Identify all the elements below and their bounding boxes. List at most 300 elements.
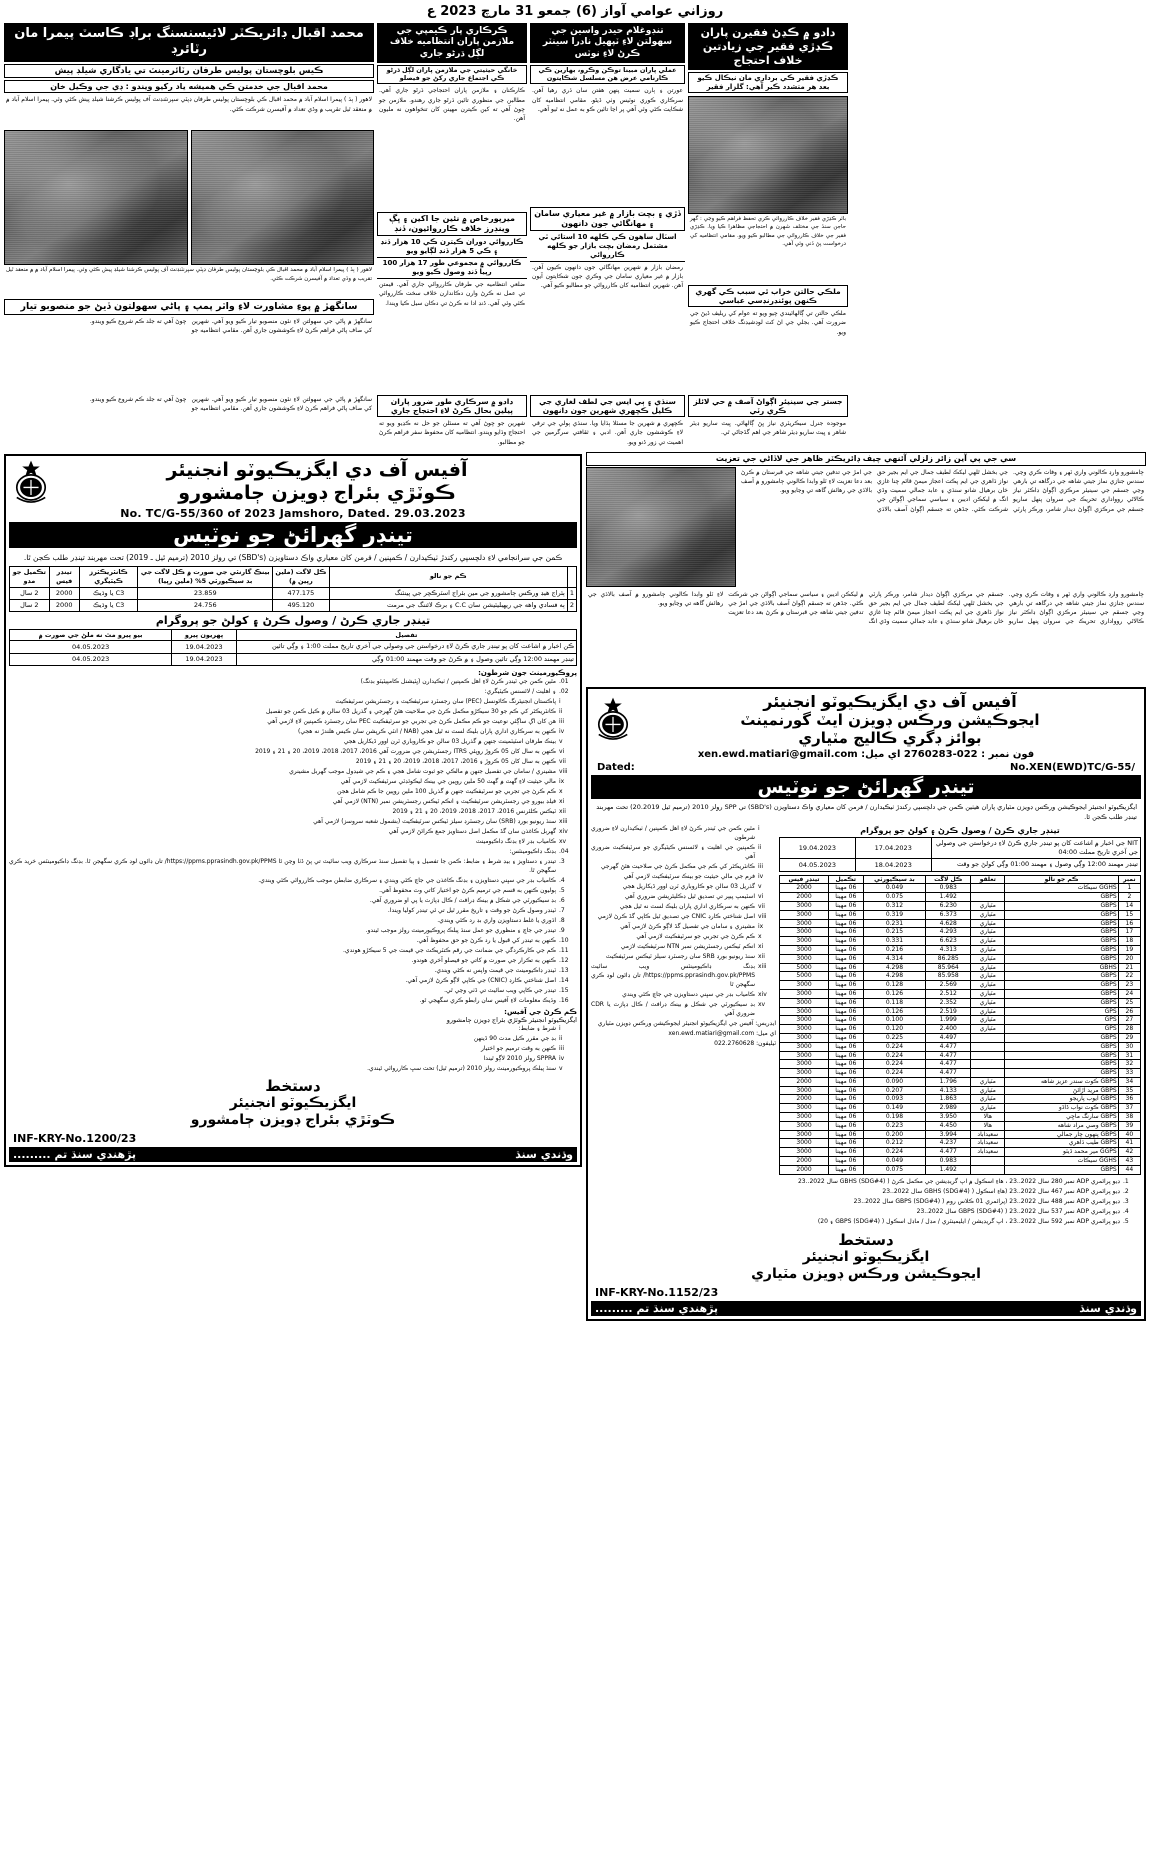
list-item-number: ii (758, 844, 762, 852)
table-header-cell: تڪميل (829, 875, 864, 884)
cell-sr: 31 (1118, 1051, 1140, 1060)
body-electricity: ملڪي حالتن تي ڳالهائيندي چيو ويو ته عوام کي ريليف ڏيڻ جي ضرورت آهي. بجلي جي اڻ کٽ لوڊشيڊنگ خلاف احتجاج ڪيو ويو. (690, 310, 846, 336)
subhead-business-jobs: خانگي حيثيتي جي ملازمن پاران لڳل ڌرڻو ڪي اجتماع جاري رکڻ جو فيصلو (377, 65, 527, 85)
subhead-ramzan: اسٽال ساهون ڪي ڪلهه 10 استائي ٿي مشتمل رمضان بچت بازار جو ڪلهه ڪارروائي (530, 232, 685, 262)
cell-name: GBPS (1005, 945, 1118, 954)
list-item-text: شرط ۽ ضابط: (518, 1024, 556, 1032)
cell-fee: 3000 (780, 1121, 829, 1130)
cell-tehsil: مٽياري (971, 928, 1005, 937)
phone-label: فون نمبر : (981, 748, 1035, 760)
cell-security: 0.207 (863, 1086, 926, 1095)
list-item-text: ٽينڊر وصول ڪرڻ جو وقت ۽ تاريخ مقرر ٿيل تي ئي تينڊر کوليا ويندا. (387, 906, 556, 914)
cell-name: GBPS (1005, 937, 1118, 946)
phone-number: 022-2760283 (903, 748, 978, 760)
list-item (9, 886, 577, 895)
list-item-text: ٻوليون ڪنهن به قسم جي ترميم ڪرڻ جو اختيار کاتي وٽ محفوظ آهي. (379, 886, 556, 894)
cell-tehsil: مٽياري (971, 910, 1005, 919)
list-item-number: xii (758, 953, 765, 961)
cell-sr: 26 (1118, 1007, 1140, 1016)
cell-duration: 06 مهينا (829, 1121, 864, 1130)
cell-fee: 2000 (780, 1157, 829, 1166)
list-item (9, 1024, 577, 1033)
list-item-number: ii (559, 707, 563, 715)
list-item-text: بينڪ طرفان اسٽيٽمينٽ جنهن ۾ گذريل 03 سالن جو ڪاروباري ٽرن اوور ڏيکاريل هجي (343, 737, 556, 745)
table-header-cell: ڪم جو نالو (1005, 875, 1118, 884)
th-detail: تفصيل (236, 629, 576, 641)
cell-name: GBPS (1005, 1042, 1118, 1051)
list-item (9, 876, 577, 885)
table-row (780, 1007, 1141, 1016)
list-item-number: 9. (559, 926, 565, 934)
tender-matiari-office-line1: آفيس آف دي ايگزيڪيوٽو انجنيئر (763, 691, 1017, 711)
cell-tehsil: مٽياري (971, 901, 1005, 910)
list-item-number: ix (559, 777, 565, 785)
cell-name: GBPS ايوب پاريجو (1005, 1095, 1118, 1104)
tender-kotri-office-line2: ڪوٽڙي بئراج ڊويزن ڄامشورو (178, 482, 456, 504)
table-row (780, 1060, 1141, 1069)
cell-security: 0.128 (863, 981, 926, 990)
cell-sr: 21 (1118, 963, 1140, 972)
cell-duration: 06 مهينا (829, 1086, 864, 1095)
cell-fee: 3000 (780, 1007, 829, 1016)
table-row (780, 1033, 1141, 1042)
list-item (9, 787, 577, 796)
table-header-row (10, 567, 577, 588)
list-item-number: vi (758, 893, 764, 901)
list-item-number: 3. (1123, 1197, 1129, 1205)
table-row (780, 1086, 1141, 1095)
tenders-area (4, 451, 1146, 1321)
cell-duration: 06 مهينا (829, 1033, 864, 1042)
cell-name: GBHS (1005, 963, 1118, 972)
tender-kotri-works-table (9, 566, 577, 612)
cell-sr: 32 (1118, 1060, 1140, 1069)
table-row (780, 972, 1141, 981)
list-item (591, 932, 776, 941)
table-header-cell: نمبر (1118, 875, 1140, 884)
cell-security: 0.126 (863, 1007, 926, 1016)
headline-people-trouble[interactable]: دادو ۾ سرڪاري طور ضرور پاران پيلين بحال ڪرڻ لاءِ احتجاج جاري (377, 395, 527, 417)
top-news-area (4, 22, 1146, 392)
list-item (591, 1000, 776, 1018)
list-item (9, 817, 577, 826)
headline-electricity[interactable]: ملڪي حالتن خراب ٿي سبب ڪي گهري ڪنهن پوئنڊرنڊسي عباسي (688, 285, 848, 307)
table-header-cell: ڪل لاگت (926, 875, 971, 884)
list-item-number: vii (559, 757, 566, 765)
list-item (779, 1187, 1141, 1196)
cell-tehsil: مٽياري (971, 954, 1005, 963)
cell-security: 0.090 (863, 1077, 926, 1086)
cell-tehsil: مٽياري (971, 945, 1005, 954)
cell-security: 0.198 (863, 1113, 926, 1122)
list-item (9, 697, 577, 706)
list-item-number: xi (758, 943, 764, 951)
cell-tehsil (971, 893, 1005, 902)
list-item-number: i (758, 825, 760, 833)
list-item-text: ڊيو پرائمري ADP نمبر 537 سال 2022..23 ( GBPS (SDG#4) سال 2022..23 (916, 1207, 1120, 1215)
cell-fee: 3000 (780, 1033, 829, 1042)
cell-security: 0.231 (863, 919, 926, 928)
list-item (591, 922, 776, 931)
list-item-text: ٽينڊر ڊاڪيومينٽ جي قيمت واپس نه ڪئي ويندي. (434, 966, 556, 974)
cell-tehsil (971, 1165, 1005, 1174)
tender-matiari-contact-lines (591, 1019, 776, 1048)
table-row (780, 1139, 1141, 1148)
list-item (779, 1197, 1141, 1206)
tender-kotri-address-title: ڪم ڪرڻ جي آفيس: (504, 1007, 577, 1016)
list-item-number: iv (559, 1054, 565, 1062)
cell-sr: 1 (567, 587, 576, 599)
list-item-text: ڪنهن به سال کان 05 ڪروڙ ۽ 2016، 2017، 2018، 2019، 20 ۽ 21 ۽ 2019 (355, 757, 556, 765)
list-item-number: xiii (559, 817, 568, 825)
cell-security: 0.216 (863, 945, 926, 954)
cell-duration: 06 مهينا (829, 945, 864, 954)
list-item-text: بڊ سيڪيورٽي جي شڪل ۾ بينڪ ڊرافٽ / ڪال ڊپازٽ يا CDR ضروري آهي (591, 1001, 755, 1018)
body-iqbal: لاهور ( ٻڌ ) پيمرا اسلام آباد ۾ محمد اقبال ڪي بلوچستان پوليس طرفان ڊپٽي سپرنٽنڊنٽ آف پوليس ڪرشنا شيلڊ پيش ڪئي وئي. پيمرا اسلام آباد ۾ ۾ منعقد ٿيل تقريب ۾ وڏي تعداد ۾ آفيسرن شرڪت ڪئي. (6, 96, 372, 113)
cell-tehsil: مٽياري (971, 998, 1005, 1007)
list-item-text: اصل شناختي ڪارڊ (CNIC) جي ڪاپي لاڳو ڪرڻ لازمي آهي. (405, 976, 556, 984)
th-work-name: ڪم جو نالو (329, 567, 567, 588)
list-item-text: اسٽيمپ پيپر تي تصديق ٿيل ڊڪليئريشن ضروري آهي (624, 893, 755, 901)
cell-duration: 06 مهينا (829, 954, 864, 963)
cell-name: GBPS مريد اڙائڻ (1005, 1086, 1118, 1095)
cell-fee: 3000 (780, 1130, 829, 1139)
cell-duration: 06 مهينا (829, 1113, 864, 1122)
headline-sindhi-culture[interactable]: سنڌي ۽ ٻي ايس جي لطف لغاري جي ڪليل ڪچهري شهرين جون دانهون (530, 395, 685, 417)
cell-name: GBPS ڪوٽ نواب ڏاڏو (1005, 1104, 1118, 1113)
cell-name: GBPS (1005, 1165, 1118, 1174)
cell-cost: 4.477 (926, 1051, 971, 1060)
cell-security: 0.149 (863, 1104, 926, 1113)
cell-sr: 19 (1118, 945, 1140, 954)
cell-fee: 3000 (780, 901, 829, 910)
list-item-number: iv (758, 873, 764, 881)
table-header-cell: تينڊر فيس (780, 875, 829, 884)
cell-tehsil: مٽياري (971, 1016, 1005, 1025)
th-duration: تڪميل جو مدو (10, 567, 50, 588)
contact-line-text: اي ميل: xen.ewd.matiari@gmail.com (668, 1030, 776, 1038)
list-item-number: xv (559, 837, 567, 845)
headline-crime-main[interactable]: سي جي پي آين زائر زلزلي آئنهي چيف ڊائريڪٽر ظاهر جي لاڏاڻي جي تعزيت (586, 452, 1146, 466)
cell-name: GBPS (1005, 954, 1118, 963)
tender-matiari-adp-notes (779, 1177, 1141, 1226)
list-item-text: ڪنهن به وقت ترميم جو اختيار (481, 1044, 556, 1052)
table-row (780, 954, 1141, 963)
table-row (780, 1104, 1141, 1113)
cell-tehsil (971, 1060, 1005, 1069)
list-item-number: viii (559, 767, 568, 775)
table-header-cell: تعلقو (971, 875, 1005, 884)
list-item-number: viii (758, 913, 767, 921)
cell-cost: 4.477 (926, 1148, 971, 1157)
list-item-number: iii (559, 1044, 565, 1052)
th-security: بينڪ گارنٽي جي صورت ۾ ڪل لاگت جي بد سيڪيورٽي 5% (ملين رپيا) (138, 567, 273, 588)
list-item (9, 827, 577, 836)
cell-sr: 16 (1118, 919, 1140, 928)
tender-matiari-office-line2: ايجوڪيشن ورڪس ڊويزن ايٽ گورنمينٽ (740, 710, 1040, 729)
list-item-text: سنڌ ريونيو بورڊ (SRB) سان رجسٽرڊ سيلز ٽيڪس سرٽيفڪيٽ (بشمول شعبه سروسز) لازمي آهي (313, 817, 556, 825)
table-row (780, 1113, 1141, 1122)
table-row (780, 1148, 1141, 1157)
cell-cost: 4.450 (926, 1121, 971, 1130)
cell-security: 0.224 (863, 1042, 926, 1051)
cell-cost: 6.230 (926, 901, 971, 910)
list-item-number: 04. (559, 847, 569, 855)
tender-matiari-banner: تينڊر گهرائڻ جو نوٽيس (591, 775, 1141, 799)
cell-cost: 4.497 (926, 1033, 971, 1042)
table-row (780, 937, 1141, 946)
cell-duration: 2 سال (10, 599, 50, 611)
email-address[interactable]: xen.ewd.matiari@gmail.com (697, 748, 858, 760)
list-item (9, 976, 577, 985)
list-item-text: سنڌ پبلڪ پروڪيورمينٽ رولز 2010 (ترميم ٿيل) تحت سڀ ڪارروائي ٿيندي. (367, 1064, 556, 1072)
table-row (10, 599, 577, 611)
cell-sr: 29 (1118, 1033, 1140, 1042)
tender-matiari-dated-label: Dated: (597, 761, 635, 773)
cell-fee: 3000 (780, 1139, 829, 1148)
list-item-text: تينڊر ۽ دستاويز ۽ بيڊ شرط ۽ ضابط: ڪمن جا تفصيل ۽ ٻيا تفصيل سنڌ سرڪاري ويب سائيٽ تي پڻ ڏٺا وڃن ٿا https://ppms.pprasindh.gov.pk/PPMS/ تان ڊائون لوڊ ڪري سگهجن ٿا. بڊنگ ڊاڪيومينٽس خريد ڪري سگهجن ٿا. (9, 857, 556, 874)
cell-security: 23.859 (138, 587, 273, 599)
tender-kotri-conditions-list (9, 677, 577, 1005)
th-first-period: پهريون پيرو (172, 629, 237, 641)
cell-fee: 3000 (780, 998, 829, 1007)
body-people-trouble: شهرين جو چوڻ آهي ته مسئلن جو حل نه ڪڍيو ويو ته احتجاج وڌايو ويندو. انتظاميه کان محفوظ سفر فراهم ڪرڻ جو مطالبو. (379, 420, 525, 446)
list-item-text: ڪنهن به سرڪاري اداري پاران بليڪ لسٽ نه ٿيل هجي (619, 903, 755, 911)
cell-security: 0.200 (863, 1130, 926, 1139)
cell-name: GBPS (1005, 919, 1118, 928)
table-row (780, 928, 1141, 937)
list-item-text: فيلڊ بيورو جي رجسٽريشن سرٽيفڪيٽ ۽ انڪم ٽيڪس رجسٽريشن نمبر (NTN) لازمي آهي (332, 797, 556, 805)
list-item-number: xi (559, 797, 565, 805)
body-crime-main: ڄامشورو وارڊ ڪالوني واري ٽهر ۽ وفات ڪري وڃي. سندس جنازي نماز جيتي شاهه جي درگاهه تي بارهي وڃي جسقم جي سينيئر مرڪزي اڳواڻ ڊاڪٽر نياز ڪالاڻي روواداري تحريڪ جي سروان پنهل ساريو جسقم جي مرڪزي اڳواڻ ديدار شامر، ورڪر پارٽي جي بخشل ٿلهي ليکڪ لطيف جمال جي ايم بجير حق نواز ڌاهري جي ايم پڪت اعجاز ميمڻ قائم چنا غازي خان برهيال شانو سنڌي ۽ عابد جمالي سميت وڏي انگ ۾ ليکڪن اديبن ۽ سياسي سماجي اڳواڻن جي شرڪت ڪئي. جڏهن ته جسقم اڳواڻ آصف بالاڌي جي امڙ جي تدفين جيتي شاهه جي قبرستان ۾ ڪرڻ بعد دعا تعزيت لاءِ ٽلو وابدا ڪالوني ڄامشورو ۾ آصف بالاڌي جي رهائش گاهه تي وڃايو ويو. (741, 468, 1144, 513)
list-item-text: اڌوري يا غلط دستاويزن واري بڊ رد ڪئي ويندي. (437, 916, 556, 924)
cell-sr: 23 (1118, 981, 1140, 990)
tender-kotri-intro: ڪمن جي سرانجامي لاءِ دلچسپي رکندڙ ٺيڪيدارن / ڪمپنين / فرمن کان معياري واڪ دستاويزن (SBD's) تي رولز 2010 (ترميم ٿيل ـ 2019) تحت مهربند تينڊر طلب ڪجن ٿا. (23, 553, 563, 562)
cell-security: 0.049 (863, 1157, 926, 1166)
cell-duration: 06 مهينا (829, 1104, 864, 1113)
cell-fee: 2000 (780, 1165, 829, 1174)
cell-fee: 2000 (49, 599, 79, 611)
cell-cost: 86.285 (926, 954, 971, 963)
th-fee: تينڊر فيس (49, 567, 79, 588)
cell-tehsil: هالا (971, 1113, 1005, 1122)
cell-name: GBPS ڪوٽ سندر عزيز شاهه (1005, 1077, 1118, 1086)
headline-water-scheme[interactable]: سانگهڙ ۾ پوءِ مشاورت لاءِ واٽر پمپ ۽ پاڻي سهولتون ڏيڻ جو منصوبو تيار (4, 299, 374, 314)
cell-tehsil (971, 1051, 1005, 1060)
list-item (9, 916, 577, 925)
list-item-number: vi (559, 747, 565, 755)
headline-business-jobs[interactable]: ڪرڪاري پار ڪيمپي جي ملازمن پاران انتظاميه خلاف لڳل ڌرڻو جاري (377, 23, 527, 63)
cell-duration: 06 مهينا (829, 1165, 864, 1174)
cell-security: 0.319 (863, 910, 926, 919)
list-item-number: x (559, 787, 563, 795)
cell-cost: 6.373 (926, 910, 971, 919)
cell-duration: 06 مهينا (829, 1069, 864, 1078)
list-item-number: v (559, 1064, 563, 1072)
cell-security: 0.224 (863, 1051, 926, 1060)
tender-matiari-schedule-table (779, 837, 1141, 871)
list-item-text: ڪامياب بڊر جي سڀني دستاويزن ۽ بڊنگ ڪاغذن جي جاچ ڪئي ويندي ۽ سرڪاري ضابطن موجب ڪارروائي ڪئي ويندي. (258, 876, 556, 884)
cell-fee: 3000 (780, 945, 829, 954)
list-item-number: ix (758, 923, 764, 931)
government-emblem-icon (591, 696, 635, 742)
subhead-dadu-protest: ڪڍڙي فقير ڪي برداري مان نيڪال ڪيو بعد هر متشدد ڪير آهي: گلزار فقير (688, 72, 848, 93)
list-item-number: iv (559, 727, 565, 735)
list-item-number: 02. (559, 687, 569, 695)
cell-duration: 06 مهينا (829, 1007, 864, 1016)
list-item-text: ڪنهن به سرڪاري اداري پاران بليڪ لسٽ نه ٿيل هجي (NAB / انٽي ڪرپشن سان ڪيس هلندڙ نه هجي) (298, 727, 556, 735)
table-row (780, 859, 1141, 871)
body-water-scheme-cont: سانگهڙ ۾ پاڻي جي سهولتن لاءِ نئون منصوبو تيار ڪيو ويو آهي. شهرين کي صاف پاڻي فراهم ڪرڻ لاءِ ڪوششون جاري آهن. مقامي انتظاميه جو چوڻ آهي ته جلد ڪم شروع ڪيو ويندو. (89, 396, 372, 413)
cell-cost: 2.512 (926, 989, 971, 998)
list-item (591, 824, 776, 842)
cell-cost: 85.958 (926, 972, 971, 981)
cell-duration: 06 مهينا (829, 1025, 864, 1034)
list-item-number: i (559, 1024, 561, 1032)
cell-duration: 06 مهينا (829, 910, 864, 919)
list-item (591, 952, 776, 961)
cell-duration: 06 مهينا (829, 884, 864, 893)
list-item (9, 986, 577, 995)
cell-duration: 06 مهينا (829, 989, 864, 998)
list-item (9, 1064, 577, 1073)
tender-kotri-schedule-table (9, 629, 577, 666)
list-item-text: ڪم ڪرڻ جي تجربي جو سرٽيفڪيٽ جنهن ۾ گذريل 100 ملين روپين جا ڪم شامل هجن (337, 787, 556, 795)
cell-sr: 30 (1118, 1042, 1140, 1051)
table-row (780, 981, 1141, 990)
list-item-text: ۽ اهليت / لائسنس ڪيٽيگري: (484, 687, 556, 695)
cell-sr: 34 (1118, 1077, 1140, 1086)
cell-cost: 4.237 (926, 1139, 971, 1148)
list-item-text: ڪامياب بڊر جي سڀني دستاويزن جي جاچ ڪئي ويندي (622, 991, 755, 999)
cell-fee: 3000 (780, 1104, 829, 1113)
cell-cost: 1.492 (926, 893, 971, 902)
body-sindhi-culture: ڪچهري ۾ شهرين جا مسئلا ٻڌايا ويا. سنڌي ٻولي جي ترقي لاءِ ڪوششون جاري آهن. ادبي ۽ ثقافتي سرگرمين جي اهميت تي زور ڏنو ويو. (532, 420, 683, 446)
list-item-text: SPPRA رولز 2010 لاڳو ٿيندا (483, 1054, 556, 1062)
cell-duration: 06 مهينا (829, 963, 864, 972)
cell-cost: 2.989 (926, 1104, 971, 1113)
cell-cost: 477.175 (273, 587, 330, 599)
subhead-iqbal: ڪيس بلوچستان پوليس طرفان رٽائرمينٽ تي يادگاري شيلڊ پيش (4, 64, 374, 78)
cell-name: GBPS (1005, 1051, 1118, 1060)
cell-security: 0.075 (863, 893, 926, 902)
headline-ramzan[interactable]: ڏڙي ۽ بچت بازار ۾ غير معياري سامان ۽ مهانگائي جون دانهون (530, 207, 685, 230)
cell-sr: 40 (1118, 1130, 1140, 1139)
cell-tehsil: مٽياري (971, 1104, 1005, 1113)
list-item-text: گهربل ڪاغذن سان گڏ مڪمل اصل دستاويز جمع ڪرائڻ لازمي آهي (388, 827, 556, 835)
table-row (780, 1042, 1141, 1051)
cell-cost: 495.120 (273, 599, 330, 611)
list-item-number: 4. (559, 876, 565, 884)
list-item-text: وڌيڪ معلومات لاءِ آفيس سان رابطو ڪري سگهجي ٿو. (419, 996, 556, 1004)
headline-nadra[interactable]: تنڊوغلام حيدر واسين جي سهولتن لاءِ ٽپهيل نادرا سينٽر ڪرڻ لاءِ نوٽس (530, 23, 685, 63)
cell-duration: 06 مهينا (829, 1157, 864, 1166)
caption-iqbal: لاهور ( ٻڌ ) پيمرا اسلام آباد ۾ محمد اقبال ڪي بلوچستان پوليس طرفان ڊپٽي سپرنٽنڊنٽ آف پوليس ڪرشنا شيلڊ پيش ڪئي وئي. پيمرا اسلام آباد ۾ ۾ منعقد ٿيل تقريب ۾ وڏي تعداد ۾ آفيسرن شرڪت ڪئي. (6, 267, 372, 282)
cell-sr: 27 (1118, 1016, 1140, 1025)
cell-fee: 3000 (780, 1025, 829, 1034)
table-row (780, 1130, 1141, 1139)
list-item (9, 737, 577, 746)
cell-category: C3 يا وڌيڪ (79, 587, 138, 599)
cell-sr: 2 (567, 599, 576, 611)
table-row (780, 910, 1141, 919)
cell-sr: 24 (1118, 989, 1140, 998)
table-row (780, 963, 1141, 972)
table-row (780, 1016, 1141, 1025)
cell-cost: 0.983 (926, 1157, 971, 1166)
cell-duration: 06 مهينا (829, 1060, 864, 1069)
tender-matiari-works-table (779, 875, 1141, 1175)
tender-notice-kotri (4, 451, 582, 1167)
list-item-text: ڪانٽريڪٽر کي ڪم جي مڪمل ڪرڻ جي صلاحيت هئڻ گهرجي (600, 863, 755, 871)
cell-cost: 2.569 (926, 981, 971, 990)
table-row (780, 893, 1141, 902)
cell-security: 4.298 (863, 963, 926, 972)
cell-duration: 06 مهينا (829, 893, 864, 902)
list-item-number: v (559, 737, 563, 745)
list-item-text: فرم جي مالي حيثيت جو بينڪ سرٽيفڪيٽ لازمي آهي (623, 873, 755, 881)
signature-label: دستخط (265, 1076, 321, 1095)
body-sehwan: موجوده جنرل سيڪريٽري نياز ڀڻ ڳالهائي. ڀيٽ ساريو ڊيٽر شاهر ۽ ڀيٽ ساريو ڊيٽر شاهر جي اهم گڏجاڻي ٿي. (690, 420, 846, 437)
news-column-2 (377, 22, 527, 392)
cell-fee: 3000 (780, 1069, 829, 1078)
headline-sehwan[interactable]: جستر جي سينيئر اڳواڻ آصف ۾ حي لائلز ڪري رٽي (688, 395, 848, 417)
signature-division: ڪوٽڙي بئراج ڊويزن ڄامشورو (190, 1112, 396, 1129)
tender-kotri-address: ايگزيڪيوٽو انجنيئر ڪوٽڙي بئراج ڊويزن ڄامشورو (446, 1015, 577, 1024)
cell-name: GBPS طيب ڌاهري (1005, 1139, 1118, 1148)
cell-tehsil: مٽياري (971, 919, 1005, 928)
photo-portrait (586, 467, 736, 587)
tender-matiari-conditions-list (591, 824, 776, 1018)
cell-tehsil: سعيدآباد (971, 1139, 1005, 1148)
table-row (780, 1051, 1141, 1060)
headline-ration[interactable]: ميرپورخاص ۾ نئين جا اکين ۽ ڀڳ وينڊرز خلاف ڪارروائيون، ڏنڊ (377, 212, 527, 235)
tender-matiari-contact-line (591, 749, 1141, 760)
list-item-number: xii (559, 807, 566, 815)
cell-fee: 3000 (780, 910, 829, 919)
cell-fee: 3000 (780, 919, 829, 928)
readbar-left-text: وڌندي سنڌ (1079, 1301, 1137, 1315)
caption-dadu-protest: بائر ڪڍڙي فقير خلاف ڪارروائي ڪري تحفظ فراهم ڪيو وڃي : گهر حاجن سنڌ جي مختلف شهرن ۾ احتجاجي مظاهرا ڪيا ويا. ڪڍڙي فقير جي خلاف ڪارروائي جي مطالبو ڪيو ويو. مقامي انتظاميه کي درخواست پڻ ڏني وئي آهي. (690, 216, 846, 247)
list-item (591, 862, 776, 871)
list-item-number: ii (559, 1034, 563, 1042)
list-item-number: 4. (1123, 1207, 1129, 1215)
tender-kotri-signature (9, 1077, 577, 1130)
list-item (591, 990, 776, 999)
cell-duration: 06 مهينا (829, 1139, 864, 1148)
cell-sr: 44 (1118, 1165, 1140, 1174)
cell-sr: 37 (1118, 1104, 1140, 1113)
cell-fee: 5000 (780, 963, 829, 972)
email-label: اي ميل: (861, 748, 901, 760)
cell-name: GBPS (1005, 901, 1118, 910)
list-item-text: ڪم ڪرڻ جي تجربي جو سرٽيفڪيٽ لازمي آهي (636, 933, 755, 941)
cell-duration: 06 مهينا (829, 919, 864, 928)
headline-iqbal[interactable]: محمد اقبال ڊائريڪٽر لائيسنسنگ براڊ ڪاسٽ پيمرا مان رٽائرڊ (4, 23, 374, 62)
list-item (779, 1177, 1141, 1186)
cell-duration: 06 مهينا (829, 1042, 864, 1051)
readbar-right-text: پڙهندي سنڌ تم ......... (595, 1301, 719, 1315)
cell-name: GBPS (1005, 1069, 1118, 1078)
government-emblem-icon (9, 459, 53, 505)
list-item-text: مشينري / سامان جي تفصيل جنهن ۾ مالڪي جو ثبوت شامل هجي ۽ ڪم جي شيڊول موجب گهربل مشينري (289, 767, 556, 775)
cell-name: GBPS (1005, 998, 1118, 1007)
list-item-number: 1. (1123, 1177, 1129, 1185)
headline-dadu-protest[interactable]: دادو ۾ ڪڍڻ فقيرن پاران ڪڍڙي فقير جي زيادتين خلاف احتجاج (688, 23, 848, 70)
cell-cost: 4.477 (926, 1069, 971, 1078)
cell-tehsil: مٽياري (971, 1095, 1005, 1104)
list-item (779, 1217, 1141, 1226)
